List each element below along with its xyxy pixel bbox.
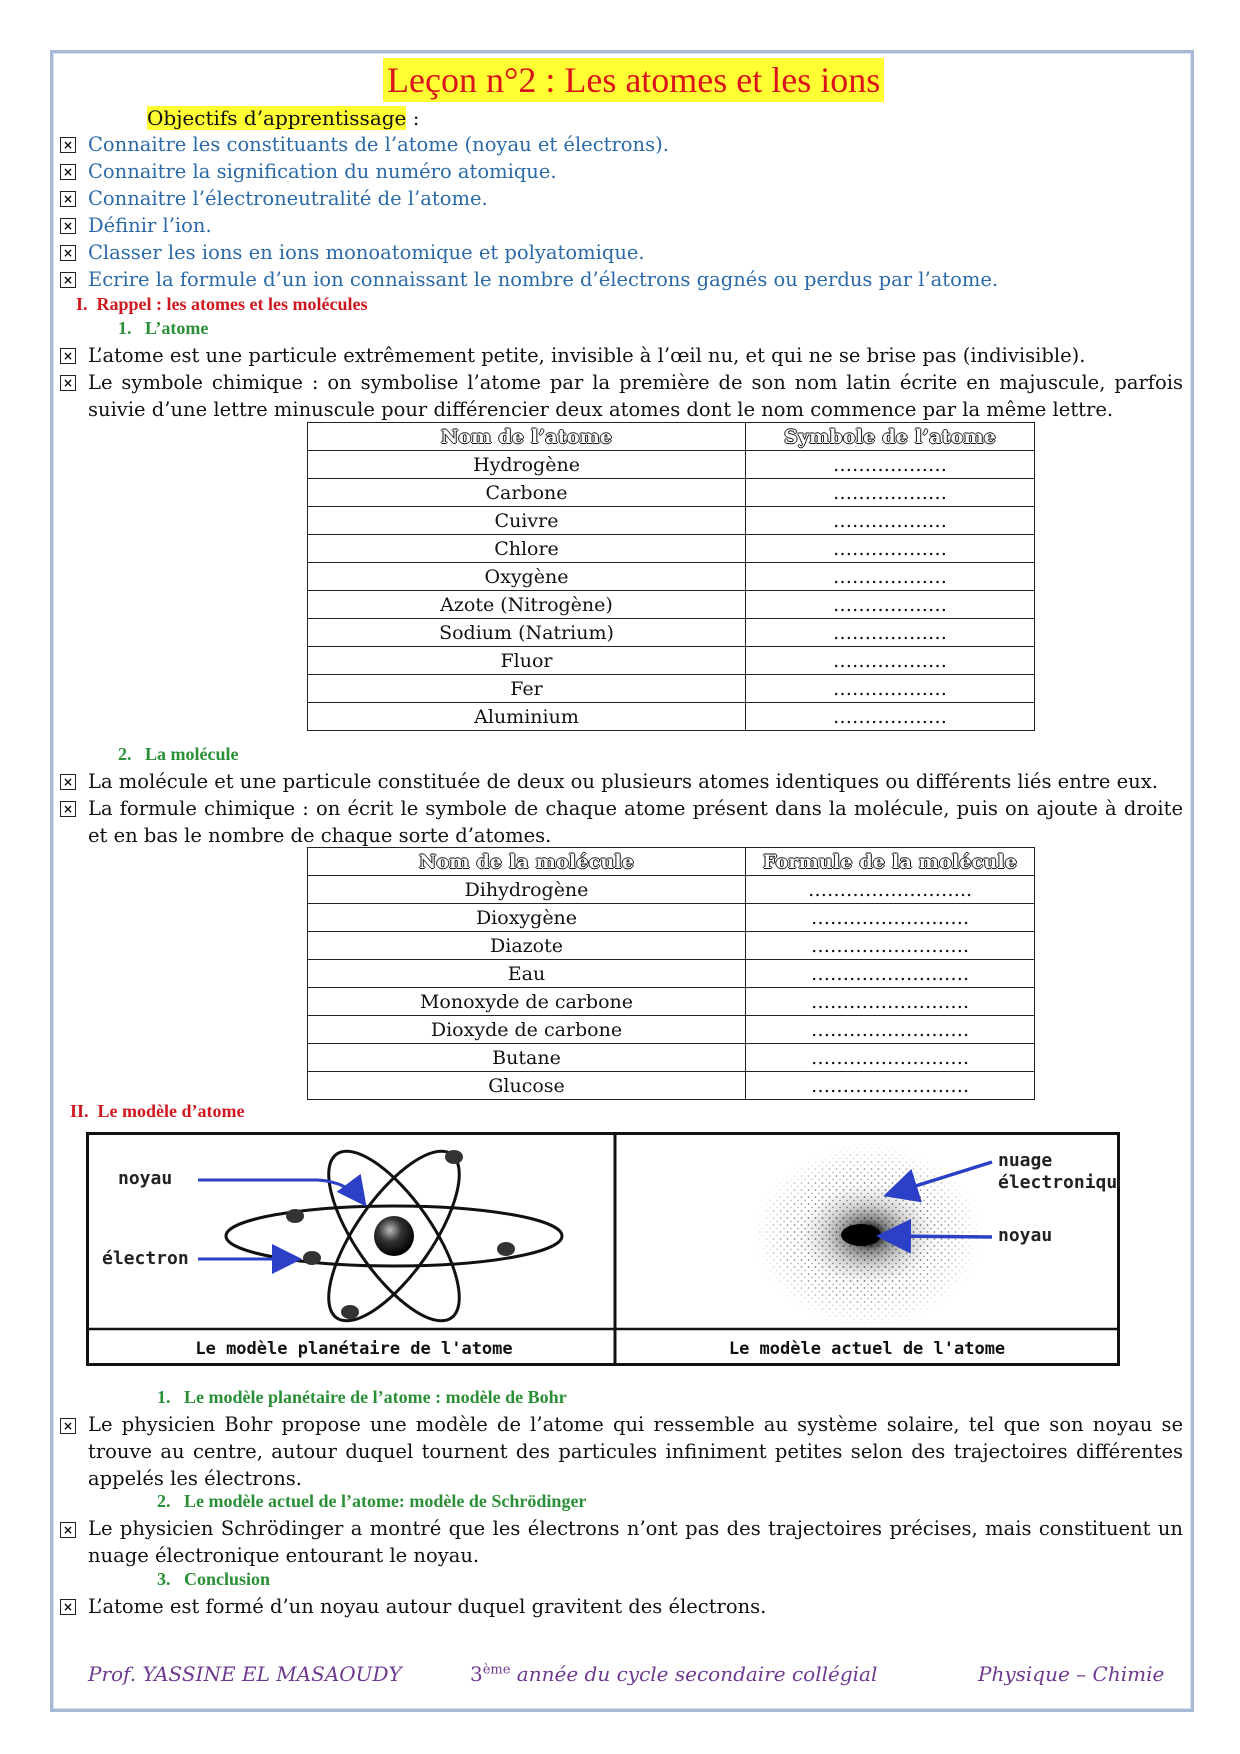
page-title: Leçon n°2 : Les atomes et les ions <box>383 58 884 102</box>
table-row <box>308 1072 1035 1100</box>
checkbox-icon: × <box>60 1599 76 1615</box>
chemical-symbol-text: Le symbole chimique : on symbolise l’atome par la première de son nom latin écrite en majuscule, parfois suivie d’une lettre minuscule pour différencier deux atomes dont le nom commence par la même lettre. <box>88 371 1183 421</box>
subsection-title: L’atome <box>145 318 209 338</box>
footer-author: Prof. YASSINE EL MASAOUDY <box>88 1662 402 1686</box>
checkbox-icon: × <box>60 191 76 207</box>
objective-item: Ecrire la formule d’un ion connaissant le nombre d’électrons gagnés ou perdus par l’atome. <box>88 268 999 291</box>
atom-symbol-cell: ……………… <box>746 507 1035 535</box>
table-row <box>308 479 1035 507</box>
caption-current: Le modèle actuel de l'atome <box>728 1339 1006 1359</box>
subsection-atome-heading <box>118 318 208 339</box>
column-header: Formule de la molécule <box>746 848 1035 876</box>
objective-item: Classer les ions en ions monoatomique et polyatomique. <box>88 241 645 264</box>
atom-name-cell: Cuivre <box>308 507 746 535</box>
molecule-formula-cell: ……………………. <box>746 988 1035 1016</box>
table-row <box>308 876 1035 904</box>
label-electronique: électronique <box>998 1172 1120 1193</box>
atom-symbol-cell: ……………… <box>746 647 1035 675</box>
atom-name-cell: Hydrogène <box>308 451 746 479</box>
molecule-definition: La molécule et une particule constituée de deux ou plusieurs atomes identiques ou différents liés entre eux. <box>88 770 1158 793</box>
atom-table <box>307 422 1035 731</box>
table-row <box>308 591 1035 619</box>
checkbox-icon: × <box>60 1522 76 1538</box>
atom-symbol-cell: ……………… <box>746 535 1035 563</box>
checkbox-icon: × <box>60 774 76 790</box>
atom-symbol-cell: ……………… <box>746 451 1035 479</box>
table-row <box>308 988 1035 1016</box>
checkbox-icon: × <box>60 272 76 288</box>
atom-symbol-cell: ……………… <box>746 619 1035 647</box>
molecule-table <box>307 847 1035 1100</box>
label-electron: électron <box>102 1248 189 1269</box>
molecule-formula-cell: ……………………. <box>746 960 1035 988</box>
label-noyau: noyau <box>118 1168 173 1189</box>
column-header: Symbole de l’atome <box>746 423 1035 451</box>
checkbox-icon: × <box>60 137 76 153</box>
molecule-formula-cell: ……………………. <box>746 1016 1035 1044</box>
molecule-name-cell: Dioxygène <box>308 904 746 932</box>
subsection-number: 1. <box>157 1387 171 1407</box>
objective-item: Connaitre l’électroneutralité de l’atome. <box>88 187 488 210</box>
nucleus <box>841 1224 881 1246</box>
column-header: Nom de l’atome <box>308 423 746 451</box>
schrodinger-text: Le physicien Schrödinger a montré que les électrons n’ont pas des trajectoires précises, mais constituent un nuage électronique entourant le noyau. <box>88 1517 1183 1567</box>
molecule-name-cell: Dioxyde de carbone <box>308 1016 746 1044</box>
table-row <box>308 451 1035 479</box>
molecule-name-cell: Monoxyde de carbone <box>308 988 746 1016</box>
objective-item: Connaitre les constituants de l’atome (noyau et électrons). <box>88 133 669 156</box>
molecule-name-cell: Glucose <box>308 1072 746 1100</box>
section-2-heading <box>70 1101 244 1122</box>
molecule-name-cell: Dihydrogène <box>308 876 746 904</box>
subsection-number: 3. <box>157 1569 171 1589</box>
atom-name-cell: Fer <box>308 675 746 703</box>
section-2-title: Le modèle d’atome <box>97 1101 245 1121</box>
nucleus <box>374 1216 414 1256</box>
table-row <box>308 960 1035 988</box>
atom-symbol-cell: ……………… <box>746 479 1035 507</box>
molecule-formula-cell: ……………………. <box>746 1044 1035 1072</box>
checkbox-icon: × <box>60 245 76 261</box>
molecule-name-cell: Eau <box>308 960 746 988</box>
checkbox-icon: × <box>60 218 76 234</box>
arrow <box>883 1236 992 1237</box>
table-row <box>308 563 1035 591</box>
electron <box>497 1242 515 1256</box>
objectives-heading <box>147 104 420 132</box>
caption-planetary: Le modèle planétaire de l'atome <box>195 1339 513 1359</box>
table-row <box>308 507 1035 535</box>
electron <box>286 1209 304 1223</box>
table-row <box>308 535 1035 563</box>
electron <box>303 1251 321 1265</box>
subsection-conclusion-heading <box>157 1569 270 1590</box>
subsection-molecule-heading <box>118 744 238 765</box>
atom-symbol-cell: ……………… <box>746 591 1035 619</box>
section-1-heading <box>76 294 367 315</box>
table-header-row <box>308 423 1035 451</box>
atom-definition: L’atome est une particule extrêmement petite, invisible à l’œil nu, et qui ne se brise pas (indivisible). <box>88 344 1086 367</box>
atom-symbol-cell: ……………… <box>746 563 1035 591</box>
checkbox-icon: × <box>60 375 76 391</box>
chemical-formula-text: La formule chimique : on écrit le symbole de chaque atome présent dans la molécule, puis on ajoute à droite et en bas le nombre de chaque sorte d’atomes. <box>88 797 1183 847</box>
table-row <box>308 1044 1035 1072</box>
bohr-text: Le physicien Bohr propose une modèle de l’atome qui ressemble au système solaire, tel que son noyau se trouve au centre, autour duquel tournent des particules infiniment petites selon des trajectoires différentes appelés les électrons. <box>88 1413 1183 1490</box>
label-nuage: nuage <box>998 1150 1053 1171</box>
atom-name-cell: Carbone <box>308 479 746 507</box>
atom-name-cell: Aluminium <box>308 703 746 731</box>
subsection-schrodinger-heading <box>157 1491 586 1512</box>
checkbox-icon: × <box>60 1418 76 1434</box>
table-row <box>308 619 1035 647</box>
objectives-heading-text: Objectifs d’apprentissage <box>147 106 407 130</box>
column-header: Nom de la molécule <box>308 848 746 876</box>
footer-level <box>470 1662 877 1686</box>
atom-name-cell: Azote (Nitrogène) <box>308 591 746 619</box>
footer-level-sup: ème <box>482 1662 511 1678</box>
atom-name-cell: Oxygène <box>308 563 746 591</box>
objectives-heading-colon: : <box>406 106 420 130</box>
molecule-name-cell: Diazote <box>308 932 746 960</box>
molecule-formula-cell: ……………………. <box>746 904 1035 932</box>
table-row <box>308 932 1035 960</box>
table-header-row <box>308 848 1035 876</box>
molecule-formula-cell: ……………………. <box>746 1072 1035 1100</box>
objective-item: Définir l’ion. <box>88 214 212 237</box>
label-noyau-current: noyau <box>998 1225 1053 1246</box>
subsection-title: Le modèle planétaire de l’atome : modèle de Bohr <box>184 1387 567 1407</box>
table-row <box>308 1016 1035 1044</box>
atom-symbol-cell: ……………… <box>746 675 1035 703</box>
table-row <box>308 703 1035 731</box>
atom-symbol-cell: ……………… <box>746 703 1035 731</box>
section-2-number: II. <box>70 1101 89 1121</box>
footer-subject: Physique – Chimie <box>978 1662 1165 1686</box>
subsection-bohr-heading <box>157 1387 567 1408</box>
table-row <box>308 647 1035 675</box>
subsection-number: 2. <box>118 744 132 764</box>
atom-models-figure <box>86 1132 1120 1366</box>
section-1-title: Rappel : les atomes et les molécules <box>96 294 368 314</box>
molecule-formula-cell: …………………….. <box>746 876 1035 904</box>
molecule-formula-cell: ……………………. <box>746 932 1035 960</box>
atom-name-cell: Fluor <box>308 647 746 675</box>
footer-level-text: année du cycle secondaire collégial <box>510 1662 878 1686</box>
electron <box>445 1150 463 1164</box>
subsection-number: 1. <box>118 318 132 338</box>
subsection-title: Conclusion <box>184 1569 271 1589</box>
section-1-number: I. <box>76 294 88 314</box>
objective-item: Connaitre la signification du numéro atomique. <box>88 160 557 183</box>
subsection-number: 2. <box>157 1491 171 1511</box>
table-row <box>308 675 1035 703</box>
atom-name-cell: Sodium (Natrium) <box>308 619 746 647</box>
conclusion-text: L’atome est formé d’un noyau autour duquel gravitent des électrons. <box>88 1595 767 1618</box>
molecule-name-cell: Butane <box>308 1044 746 1072</box>
footer-level-number: 3 <box>470 1662 483 1686</box>
checkbox-icon: × <box>60 164 76 180</box>
subsection-title: Le modèle actuel de l’atome: modèle de Schrödinger <box>184 1491 587 1511</box>
atom-name-cell: Chlore <box>308 535 746 563</box>
checkbox-icon: × <box>60 801 76 817</box>
table-row <box>308 904 1035 932</box>
electron <box>341 1305 359 1319</box>
subsection-title: La molécule <box>145 744 239 764</box>
atom-models-diagram <box>86 1132 1120 1366</box>
checkbox-icon: × <box>60 348 76 364</box>
